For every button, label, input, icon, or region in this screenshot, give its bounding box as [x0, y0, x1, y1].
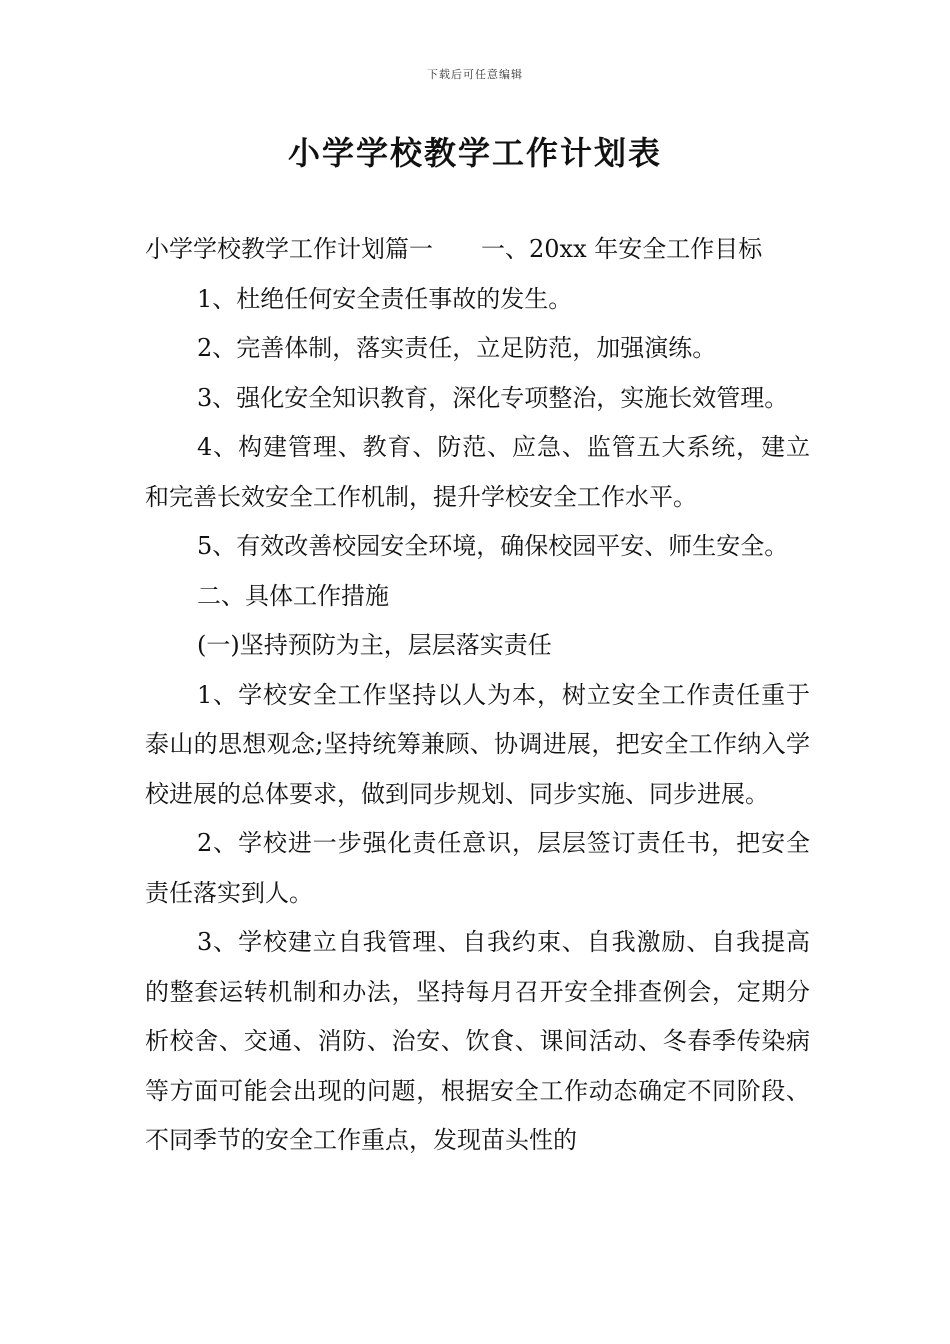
intro-line	[145, 225, 810, 275]
paragraph: 1、学校安全工作坚持以人为本，树立安全工作责任重于泰山的思想观念;坚持统筹兼顾、协调进展，把安全工作纳入学校进展的总体要求，做到同步规划、同步实施、同步进展。	[145, 680, 810, 808]
document-title: 小学学校教学工作计划表	[287, 134, 662, 172]
paragraph: 1、杜绝任何安全责任事故的发生。	[197, 284, 573, 313]
paragraph: 3、强化安全知识教育，深化专项整治，实施长效管理。	[197, 383, 789, 412]
section-heading: 小学学校教学工作计划篇一	[145, 235, 433, 263]
subsection-heading: (一)坚持预防为主，层层落实责任	[197, 631, 552, 659]
paragraph: 2、完善体制，落实责任，立足防范，加强演练。	[197, 334, 717, 362]
paragraph: 3、学校建立自我管理、自我约束、自我激励、自我提高的整套运转机制和办法，坚持每月召开安全排查例会，定期分析校舍、交通、消防、治安、饮食、课间活动、冬春季传染病等方面可能会出现的问题，根据安全工作动态确定不同阶段、不同季节的安全工作重点，发现苗头性的	[145, 928, 810, 1154]
goal-heading: 一、20xx 年安全工作目标	[481, 235, 763, 263]
header-note: 下载后可任意编辑	[427, 68, 523, 81]
paragraph: 2、学校进一步强化责任意识，层层签订责任书，把安全责任落实到人。	[145, 829, 810, 907]
subsection-heading: 二、具体工作措施	[197, 581, 389, 610]
paragraph: 5、有效改善校园安全环境，确保校园平安、师生安全。	[197, 532, 789, 560]
document-body	[145, 225, 810, 1166]
paragraph: 4、构建管理、教育、防范、应急、监管五大系统，建立和完善长效安全工作机制，提升学校安全工作水平。	[145, 433, 810, 511]
